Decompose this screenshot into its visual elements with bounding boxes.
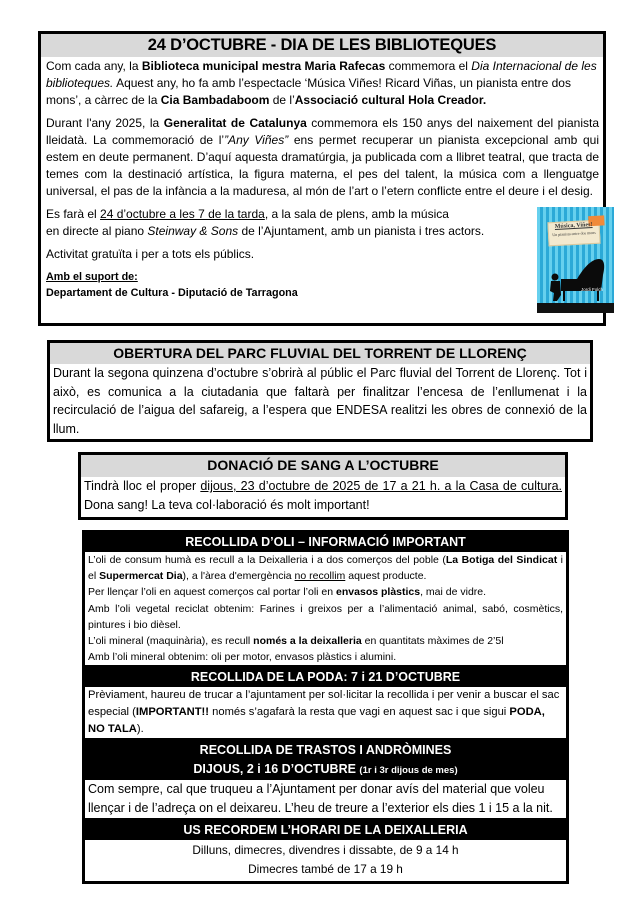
oli-line-5: Amb l’oli mineral obtenim: oli per motor, envasos plàstics i alumini.: [88, 651, 397, 664]
donacio-sang-section: [78, 452, 568, 520]
parc-body: Durant la segona quinzena d’octubre s’obrirà al públic el Parc fluvial del Torrent de Llorenç. Tot i això, es comunica a la ciutadania que faltarà per finalitzar l’encesa de l’enllumenat i la recirculació de l’aigua del safareig, a l’espera que ENDESA realitzi les obres de connexió de la llum.: [53, 366, 587, 436]
book-subtitle: Un pianista entre dos mons: [552, 229, 596, 238]
donation-datetime: dijous, 23 d’octubre de 2025 de 17 a 21 h. a la Casa de cultura.: [200, 479, 562, 493]
deixalleria-hours-2: Dimecres també de 17 a 19 h: [248, 861, 403, 876]
trastos-subsection: [85, 738, 566, 818]
event-datetime: 24 d’octubre a les 7 de la tarda: [100, 207, 265, 221]
support-block: [46, 269, 599, 301]
text: de l’Ajuntament, amb un pianista i tres actors.: [238, 224, 485, 238]
recollides-section: [82, 530, 569, 884]
piano-silhouette-icon: [547, 257, 607, 303]
sang-title: DONACIÓ DE SANG A L’OCTUBRE: [81, 455, 565, 477]
text: ), a l'àrea d'emergència: [182, 570, 295, 583]
support-entities: Departament de Cultura - Diputació de Tarragona: [46, 287, 298, 299]
oli-title: RECOLLIDA D’OLI – INFORMACIÓ IMPORTANT: [85, 533, 566, 552]
deixalleria-subsection: [85, 818, 566, 878]
day-name: Dia Internacional de les biblioteques.: [46, 59, 597, 90]
book-floor: [537, 303, 614, 313]
text: Tindrà lloc el proper: [84, 479, 201, 493]
book-title: Música, Viñes!: [554, 222, 593, 230]
deixalleria-hours-1: Dilluns, dimecres, divendres i dissabte, de 9 a 14 h: [192, 843, 459, 858]
book-title-label: [547, 220, 600, 247]
poda-subsection: [85, 665, 566, 738]
free-activity-note: Activitat gratuïta i per a tots els públics.: [46, 247, 255, 261]
plastic-containers: envasos plàstics: [336, 586, 421, 599]
text: , mai de vidre.: [420, 586, 487, 599]
text: Com cada any, la: [46, 59, 142, 73]
oli-line-1: [88, 552, 563, 584]
text: ens permet recuperar un pianista excepcional amb qui estem en deute permanent. D’aquí aquesta dramatúrgia, ja publicada com a llibret teatral, que tracta de temes com la destinació artística, la figura materna, el pes del talent, la música com a llenguatge universal, el pas de la infància a la maduresa, al món de l’art o l’etern conflicte entre el deure i el desig.: [46, 133, 599, 198]
trastos-date-line: [85, 760, 566, 781]
oli-line-2: [88, 584, 563, 600]
text: Durant l'any 2025, la: [46, 116, 164, 130]
text: commemora els 150 anys del naixement del pianista lleidatà. La commemoració de l’: [46, 116, 599, 147]
poda-title: RECOLLIDA DE LA PODA: 7 i 21 D’OCTUBRE: [85, 668, 566, 687]
text: L’oli mineral (maquinària), es recull: [88, 635, 254, 648]
shop-2: Supermercat Dia: [99, 570, 183, 583]
any-vines: ”Any Viñes”: [224, 133, 289, 147]
text: en quantitats màximes de 2’5l: [361, 635, 504, 648]
biblioteques-intro: [46, 58, 599, 109]
biblioteques-title: 24 D’OCTUBRE - DIA DE LES BIBLIOTEQUES: [41, 34, 603, 57]
poda-body: [85, 687, 566, 738]
trastos-header: [85, 741, 566, 780]
oli-subsection: [85, 533, 566, 665]
generalitat: Generalitat de Catalunya: [163, 116, 307, 130]
association-name: Associació cultural Hola Creador.: [294, 93, 487, 107]
trastos-title: RECOLLIDA DE TRASTOS I ANDRÒMINES: [199, 743, 452, 758]
deixalleria-title: US RECORDEM L’HORARI DE LA DEIXALLERIA: [85, 821, 566, 840]
text: Aquest any, ho fa amb l’espectacle ‘Música Viñes! Ricard Viñas, un pianista entre dos mons’, a càrrec de la: [46, 76, 571, 107]
no-recollim: no recollim: [294, 570, 346, 583]
text: Dona sang! La teva col·laboració és molt important!: [84, 498, 370, 512]
shop-1: La Botiga del Sindicat: [445, 554, 558, 566]
text: Es farà el: [46, 207, 101, 221]
important-label: IMPORTANT!!: [135, 706, 210, 719]
book-cover-image: [537, 207, 614, 313]
text: de l’: [269, 93, 295, 107]
text: només s’agafarà la resta que vagi en aquest sac i que sigui: [209, 706, 510, 719]
trastos-date: DIJOUS, 2 i 16 D’OCTUBRE: [193, 761, 360, 776]
text: L’oli de consum humà es recull a la Deixalleria i a dos comerços del poble (: [88, 554, 446, 566]
parc-fluvial-section: [47, 340, 593, 442]
text: Prèviament, haureu de trucar a l’ajuntament per sol·licitar la recollida i per venir a buscar el sac especial (: [88, 689, 560, 719]
library-name: Biblioteca municipal mestra Maria Rafecas: [141, 59, 386, 73]
biblioteques-description: [46, 115, 599, 200]
only-deixalleria: només a la deixalleria: [253, 635, 362, 648]
text: Per llençar l’oli en aquest comerços cal portar l’oli en: [88, 586, 337, 599]
text: , a la sala de plens, amb la música: [264, 207, 449, 221]
trastos-body: Com sempre, cal que truqueu a l’Ajuntament per donar avís del material que voleu llençar i de l’adreça on el deixareu. L’heu de treure a l’exterior els dies 1 i 15 a la nit.: [88, 782, 553, 816]
text: i el: [88, 554, 564, 583]
trastos-date-note: (1r i 3r dijous de mes): [359, 764, 458, 776]
oli-line-3: Amb l’oli vegetal reciclat obtenim: Farines i greixos per a l’alimentació animal, sabó, cosmètics, pintures i bio dièsel.: [88, 602, 563, 631]
text: en directe al piano: [46, 224, 148, 238]
support-label: Amb el suport de:: [46, 271, 138, 283]
sang-body: [81, 477, 565, 515]
oli-line-4: [88, 633, 563, 649]
company-name: Cia Bambadaboom: [160, 93, 270, 107]
text: ).: [136, 723, 144, 736]
text: commemora el: [385, 59, 472, 73]
book-author: Jordi Folch: [581, 287, 604, 292]
parc-title: OBERTURA DEL PARC FLUVIAL DEL TORRENT DE LLORENÇ: [50, 343, 590, 364]
piano-brand: Steinway & Sons: [147, 224, 239, 238]
poda-no-tala: PODA, NO TALA: [88, 706, 545, 736]
text: aquest producte.: [345, 570, 427, 583]
biblioteques-section: [38, 31, 606, 326]
event-details: [46, 206, 599, 240]
